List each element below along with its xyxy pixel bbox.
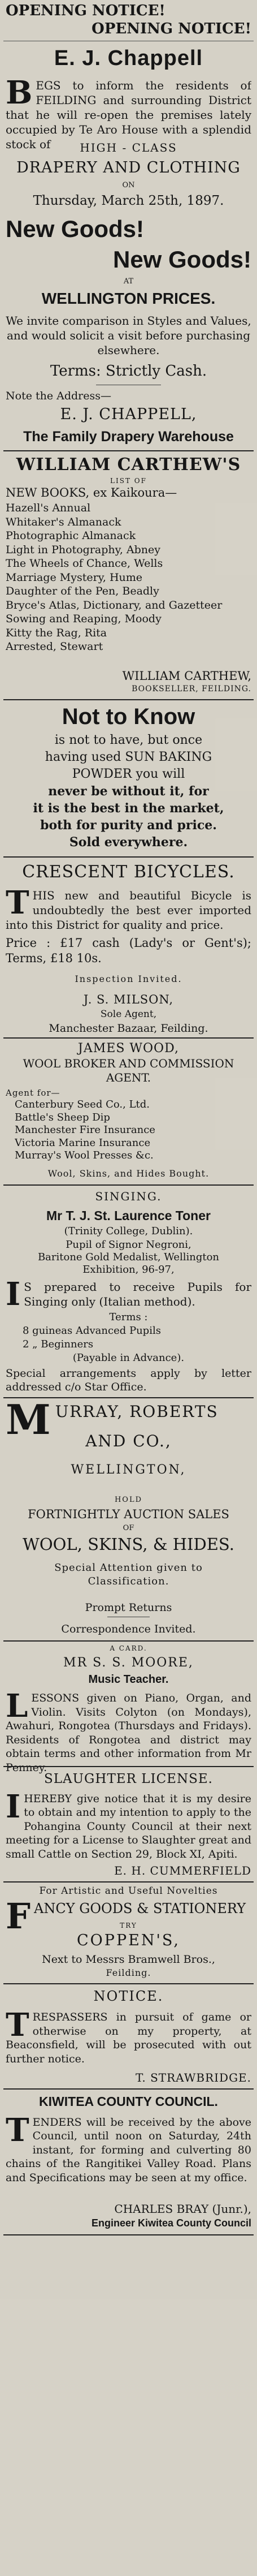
drop-cap-letter: I: [6, 1792, 21, 1825]
carthew-heading: NEW BOOKS, ex Kaikoura—: [6, 486, 177, 499]
carthew-signature: WILLIAM CARTHEW,: [122, 669, 251, 683]
divider: [3, 1037, 254, 1039]
toner-name: Mr T. J. St. Laurence Toner: [46, 1208, 211, 1223]
book-item: Daughter of the Pen, Beadly: [6, 585, 159, 597]
sun-baking-body: [6, 732, 251, 851]
slaughter-body-text: HEREBY give notice that it is my desire to obtain and my intention to apply to the Pohangina County Council at their next meeting for a License to Slaughter great and small Cattle on Section 29, Block XI, Apiti.: [6, 1793, 251, 1860]
toner-body: [6, 1280, 251, 1309]
note-address: Note the Address—: [6, 390, 112, 402]
toner-beginner-fee: 2 „ Beginners: [23, 1338, 94, 1350]
drop-cap-letter: M: [6, 1402, 52, 1437]
toner-college: (Trinity College, Dublin).: [64, 1225, 193, 1237]
slaughter-title: SLAUGHTER LICENSE.: [44, 1772, 213, 1786]
murray-hold: HOLD: [114, 1496, 143, 1504]
wood-title: JAMES WOOD,: [78, 1041, 179, 1056]
divider: [3, 2234, 254, 2235]
divider: [3, 1640, 254, 1642]
divider: [3, 450, 254, 451]
drop-cap-letter: T: [6, 888, 29, 921]
coppen-try: TRY: [120, 1922, 137, 1929]
drop-cap-letter: T: [6, 2116, 29, 2149]
divider: [3, 1881, 254, 1883]
murray-line3: WELLINGTON,: [71, 1463, 186, 1477]
sun-baking-line: POWDER you will: [72, 767, 185, 781]
on-label: ON: [122, 181, 135, 189]
coppen-intro: For Artistic and Useful Novelties: [39, 1885, 218, 1897]
book-item: Photographic Almanack: [6, 529, 136, 542]
book-item: The Wheels of Chance, Wells: [6, 557, 163, 570]
drop-cap-letter: L: [6, 1691, 28, 1725]
book-item: Hazell's Annual: [6, 502, 91, 514]
new-goods-2: New Goods!: [112, 246, 251, 273]
wood-agent-for: Agent for—: [6, 1088, 60, 1098]
notice-body: [6, 2010, 251, 2066]
opening-date: Thursday, March 25th, 1897.: [33, 193, 224, 208]
wood-subtitle: WOOL BROKER AND COMMISSION AGENT.: [23, 1057, 234, 1084]
kiwitea-signature: CHARLES BRAY (Junr.),: [114, 2202, 251, 2216]
drop-cap-letter: F: [6, 1899, 31, 1932]
toner-advanced-fee: 8 guineas Advanced Pupils: [23, 1325, 161, 1337]
murray-of: OF: [123, 1524, 134, 1532]
coppen-address: Next to Messrs Bramwell Bros.,: [42, 1953, 215, 1966]
sun-baking-line: never be without it, for: [48, 784, 209, 799]
book-item: Arrested, Stewart: [6, 640, 103, 653]
crescent-body-text: HIS new and beautiful Bicycle is undoubtedly the best ever imported into this District for quality and price.: [6, 889, 251, 932]
moore-title: Music Teacher.: [88, 1673, 169, 1686]
chappell-name: E. J. Chappell: [54, 46, 203, 70]
crescent-agent-address: Manchester Bazaar, Feilding.: [49, 1022, 208, 1035]
sun-baking-line: it is the best in the market,: [33, 801, 224, 816]
notice-title: NOTICE.: [93, 1988, 164, 2004]
opening-notice-line2: OPENING NOTICE!: [92, 20, 251, 37]
moore-body-text: ESSONS given on Piano, Organ, and Violin. Visits Colyton (on Mondays), Awahuri, Rongotea (Thursdays and Fridays). Residents of Rongotea and district may obtain terms and other information from Mr Penney.: [6, 1692, 251, 1774]
kiwitea-body: [6, 2116, 251, 2185]
agency-item: Murray's Wool Presses &c.: [15, 1149, 154, 1161]
divider: [3, 1397, 254, 1398]
chappell-terms: Terms: Strictly Cash.: [50, 363, 207, 380]
toner-pupil: Pupil of Signor Negroni,: [66, 1239, 191, 1251]
sun-baking-line: Sold everywhere.: [69, 835, 188, 850]
divider: [3, 1983, 254, 1984]
sun-baking-line: is not to have, but once: [54, 733, 203, 747]
coppen-name: COPPEN'S,: [76, 1932, 180, 1949]
agency-item: Battle's Sheep Dip: [15, 1111, 110, 1123]
murray-correspondence: Correspondence Invited.: [61, 1623, 196, 1635]
moore-name: MR S. S. MOORE,: [63, 1656, 194, 1670]
crescent-inspection: Inspection Invited.: [75, 973, 182, 984]
kiwitea-title: KIWITEA COUNTY COUNCIL.: [39, 2094, 218, 2109]
sun-baking-line: having used SUN BAKING: [45, 750, 212, 764]
carthew-occupation: BOOKSELLER, FEILDING.: [132, 684, 251, 693]
divider: [3, 856, 254, 858]
carthew-book-list: [6, 501, 251, 654]
kiwitea-engineer: Engineer Kiwitea County Council: [91, 2217, 251, 2229]
chappell-invite: We invite comparison in Styles and Values, and would solicit a visit before purchasing elsewhere.: [6, 314, 251, 357]
crescent-body: [6, 888, 251, 932]
wood-agencies: [15, 1099, 249, 1162]
crescent-agent-name: J. S. MILSON,: [83, 993, 174, 1006]
crescent-agent-title: Sole Agent,: [100, 1009, 157, 1020]
agency-item: Manchester Fire Insurance: [15, 1124, 155, 1136]
murray-fortnightly: FORTNIGHTLY AUCTION SALES: [28, 1507, 229, 1521]
drapery-clothing: DRAPERY AND CLOTHING: [16, 159, 241, 176]
carthew-list-of: LIST OF: [110, 477, 147, 485]
book-item: Whitaker's Almanack: [6, 515, 121, 528]
murray-line2: AND CO.,: [85, 1432, 172, 1450]
coppen-fancy-goods-text: ANCY GOODS & STATIONERY: [34, 1901, 246, 1916]
slaughter-signature: E. H. CUMMERFIELD: [114, 1864, 251, 1877]
toner-terms: Terms :: [109, 1311, 148, 1323]
book-item: Kitty the Rag, Rita: [6, 626, 107, 639]
opening-notice-line1: OPENING NOTICE!: [6, 2, 165, 19]
toner-medal: Baritone Gold Medalist, Wellington Exhibition, 96-97,: [37, 1251, 220, 1276]
book-item: Bryce's Atlas, Dictionary, and Gazetteer: [6, 598, 223, 611]
wood-footer: Wool, Skins, and Hides Bought.: [47, 1168, 210, 1179]
murray-wool: WOOL, SKINS, & HIDES.: [23, 1535, 234, 1554]
chappell-body-text: EGS to inform the residents of FEILDING and surrounding District that he will re-open the premises lately occupied by Te Aro House with a splendid stock of: [6, 79, 251, 151]
divider: [3, 1184, 254, 1186]
crescent-price: Price : £17 cash (Lady's or Gent's); Terms, £18 10s.: [6, 936, 251, 965]
family-drapery-warehouse: The Family Drapery Warehouse: [23, 429, 234, 445]
book-item: Marriage Mystery, Hume: [6, 571, 143, 584]
book-item: Light in Photography, Abney: [6, 543, 161, 556]
at-label: AT: [123, 277, 134, 286]
chappell-address-name: E. J. CHAPPELL,: [60, 406, 197, 423]
book-item: Sowing and Reaping, Moody: [6, 613, 162, 625]
toner-body-text: S prepared to receive Pupils for Singing only (Italian method).: [24, 1280, 251, 1308]
agency-item: Victoria Marine Insurance: [15, 1136, 151, 1149]
notice-body-text: RESPASSERS in pursuit of game or otherwise on my property, at Beaconsfield, will be prosecuted with out further notice.: [6, 2011, 251, 2065]
sun-baking-line: both for purity and price.: [40, 818, 217, 833]
drop-cap-letter: B: [6, 78, 33, 111]
murray-line1-text: URRAY, ROBERTS: [55, 1402, 219, 1421]
drop-cap-letter: I: [6, 1280, 21, 1309]
divider: [3, 1766, 254, 1767]
agency-item: Canterbury Seed Co., Ltd.: [15, 1099, 150, 1110]
notice-signature: T. STRAWBRIDGE.: [135, 2071, 251, 2084]
new-goods-1: New Goods!: [6, 216, 145, 242]
divider: [3, 699, 254, 700]
carthew-name: WILLIAM CARTHEW'S: [16, 455, 241, 475]
divider: [3, 2088, 254, 2090]
crescent-title: CRESCENT BICYCLES.: [22, 862, 235, 882]
coppen-town: Feilding.: [106, 1967, 151, 1978]
sun-baking-headline: Not to Know: [62, 704, 195, 729]
toner-payable: (Payable in Advance).: [72, 1352, 185, 1364]
murray-attention: Special Attention given to Classification.: [54, 1562, 203, 1587]
slaughter-body: [6, 1792, 251, 1861]
kiwitea-body-text: ENDERS will be received by the above Council, until noon on Saturday, 24th instant, for forming and culverting 80 chains of the Rangitikei Valley Road. Plans and Specifications may be seen at my office.: [6, 2116, 251, 2184]
high-class: HIGH - CLASS: [80, 141, 177, 154]
drop-cap-letter: T: [6, 2010, 29, 2044]
murray-returns: Prompt Returns: [85, 1601, 172, 1614]
wellington-prices: WELLINGTON PRICES.: [41, 290, 216, 307]
moore-card: A CARD.: [110, 1644, 147, 1652]
moore-body: [6, 1691, 251, 1775]
toner-apply: Special arrangements apply by letter addressed c/o Star Office.: [6, 1367, 251, 1393]
toner-singing: SINGING.: [95, 1190, 162, 1203]
